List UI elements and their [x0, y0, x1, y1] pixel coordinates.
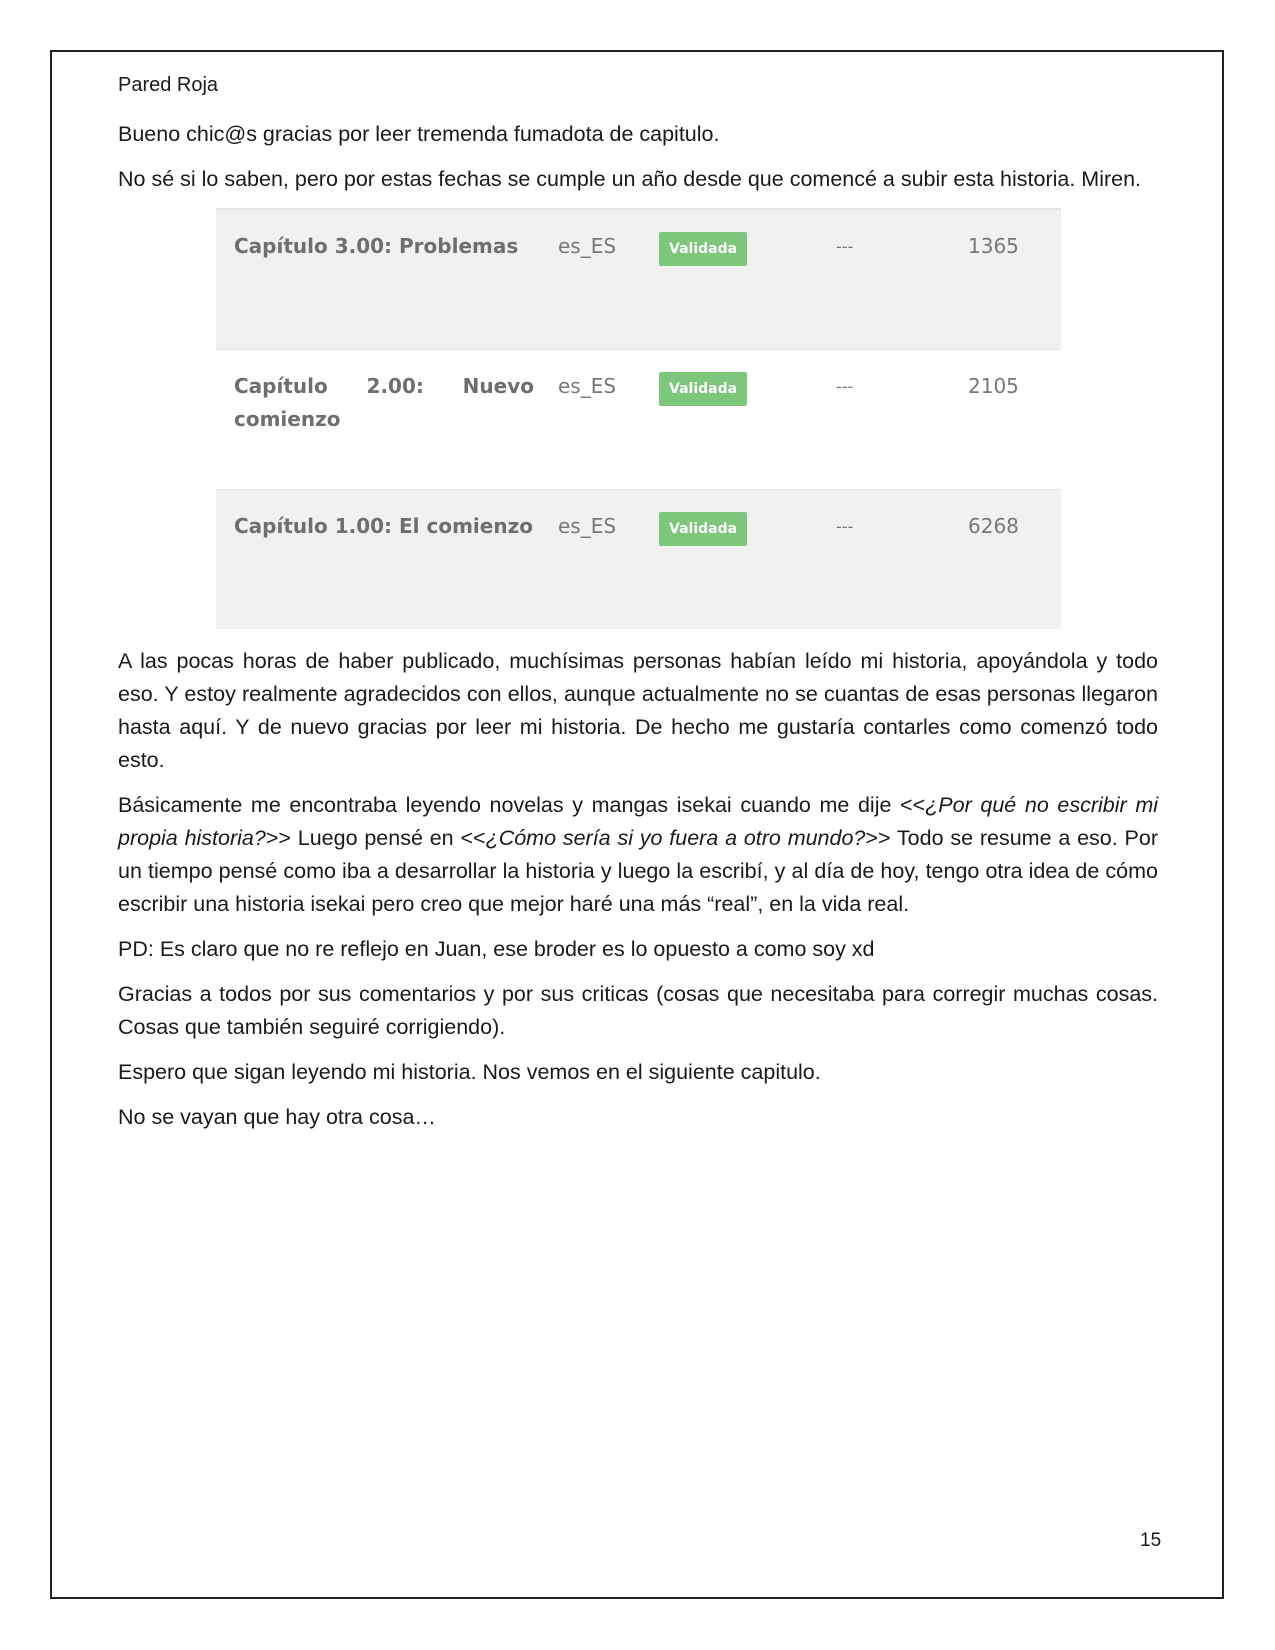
- origin-text-e: >> Todo se resume a eso. Por un tiempo pensé como iba a desarrollar la historia y luego la escribí, y al día de hoy, tengo otra idea de cómo escribir una historia isekai pero creo que mejor haré una más “real”, en la vida real.: [118, 826, 1158, 916]
- chapter-title: Capítulo 1.00: El comienzo: [234, 514, 533, 538]
- page-body: [118, 118, 1158, 1146]
- paragraph-gratitude: Gracias a todos por sus comentarios y por sus criticas (cosas que necesitaba para corregir muchas cosas. Cosas que también seguiré corrigiendo).: [118, 982, 1158, 1039]
- chapter-language: es_ES: [558, 514, 617, 538]
- origin-text-a: Básicamente me encontraba leyendo novelas y mangas isekai cuando me dije <<: [118, 793, 926, 817]
- status-badge: Validada: [659, 512, 747, 546]
- running-title: Pared Roja: [118, 74, 219, 96]
- origin-quote-2: ¿Cómo sería si yo fuera a otro mundo?: [485, 826, 866, 850]
- status-badge: Validada: [659, 372, 747, 406]
- page-number: 15: [1140, 1530, 1162, 1551]
- chapter-dash: ---: [836, 517, 854, 536]
- chapter-language: es_ES: [558, 374, 617, 398]
- origin-quote-1: ¿Por qué no escribir mi propia historia?: [118, 793, 1158, 850]
- chapter-title: Capítulo 3.00: Problemas: [234, 234, 519, 258]
- chapter-count: 2105: [968, 374, 1019, 398]
- chapter-dash: ---: [836, 237, 854, 256]
- origin-text-c: >> Luego pensé en <<: [265, 826, 486, 850]
- chapter-count: 1365: [968, 234, 1019, 258]
- chapter-language: es_ES: [558, 234, 617, 258]
- chapter-title: Capítulo 2.00: Nuevo comienzo: [234, 374, 534, 431]
- chapter-row: [216, 208, 1061, 349]
- chapter-dash: ---: [836, 377, 854, 396]
- paragraph-postscript: PD: Es claro que no re reflejo en Juan, ese broder es lo opuesto a como soy xd: [118, 937, 875, 961]
- chapter-row: [216, 349, 1061, 489]
- paragraph-readers: A las pocas horas de haber publicado, muchísimas personas habían leído mi historia, apoyándola y todo eso. Y estoy realmente agradecidos con ellos, aunque actualmente no se cuantas de esas personas llegaron hasta aquí. Y de nuevo gracias por leer mi historia. De hecho me gustaría contarles como comenzó todo esto.: [118, 649, 1158, 772]
- status-badge: Validada: [659, 232, 747, 266]
- paragraph-origin: [118, 789, 1158, 921]
- chapter-row: [216, 489, 1061, 629]
- paragraph-thanks: Bueno chic@s gracias por leer tremenda fumadota de capitulo.: [118, 122, 720, 146]
- chapter-count: 6268: [968, 514, 1019, 538]
- paragraph-teaser: No se vayan que hay otra cosa…: [118, 1105, 436, 1129]
- paragraph-farewell: Espero que sigan leyendo mi historia. Nos vemos en el siguiente capitulo.: [118, 1060, 821, 1084]
- chapter-list-screenshot: [216, 208, 1061, 629]
- paragraph-anniversary: No sé si lo saben, pero por estas fechas se cumple un año desde que comencé a subir esta historia. Miren.: [118, 167, 1142, 191]
